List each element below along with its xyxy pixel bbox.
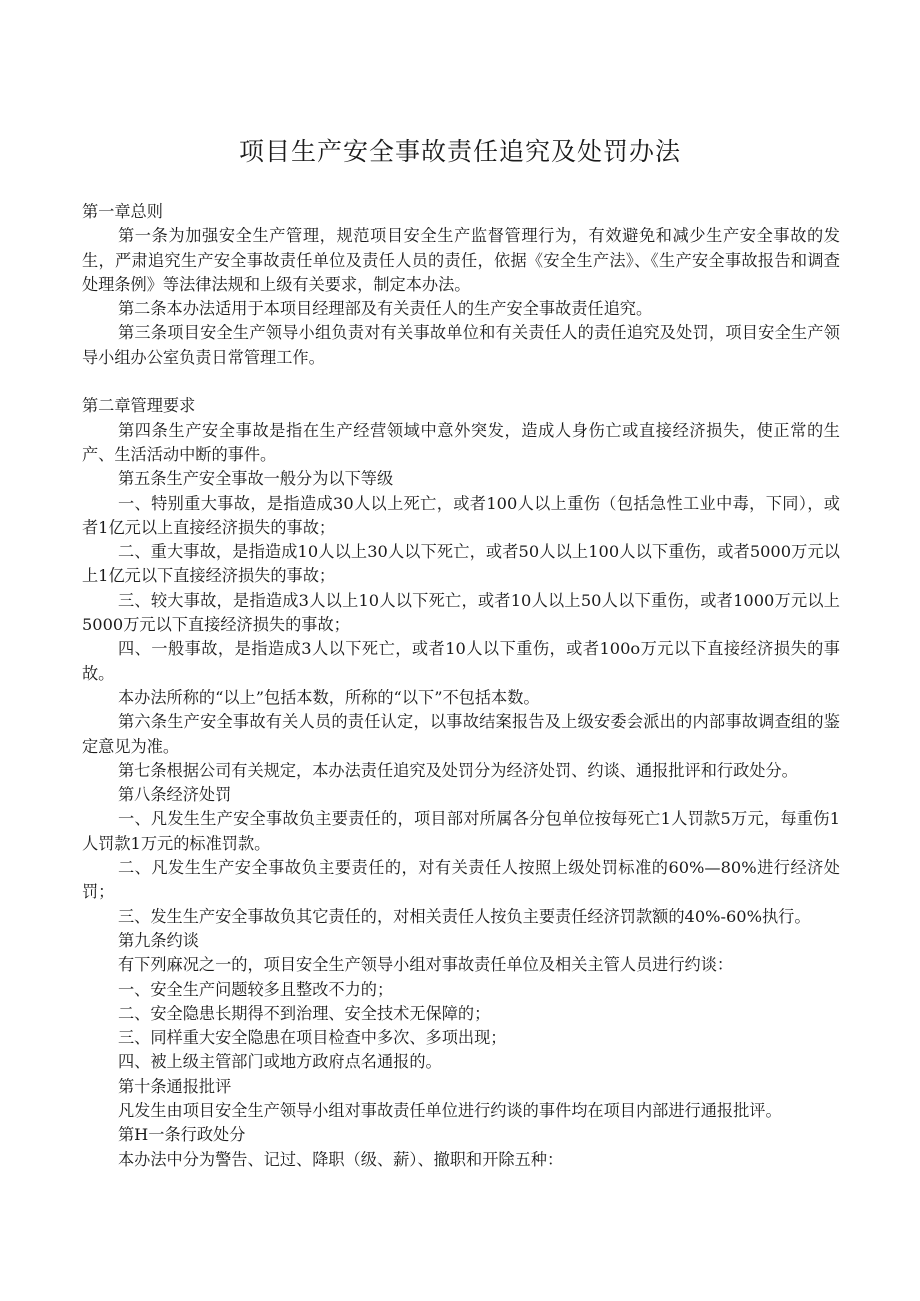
article-9: 第九条约谈 bbox=[118, 930, 199, 950]
chapter-heading-1: 第一章总则 bbox=[82, 202, 163, 221]
article-5-item-3: 三、较大事故，是指造成3人以上10人以下死亡，或者10人以上50人以下重伤，或者1000万元以上5000万元以下直接经济损失的事故； bbox=[82, 590, 840, 635]
article-9-item-2: 二、安全隐患长期得不到治理、安全技术无保障的； bbox=[118, 1003, 491, 1023]
article-2: 第二条本办法适用于本项目经理部及有关责任人的生产安全事故责任追究。 bbox=[118, 299, 653, 319]
document-title: 项目生产安全事故责任追究及处罚办法 bbox=[238, 137, 681, 166]
article-1: 第一条为加强安全生产管理，规范项目安全生产监督管理行为，有效避免和减少生产安全事故的发生，严肃追究生产安全事故责任单位及责任人员的责任，依据《安全生产法》、《生产安全事故报告和调查处理条例》等法律法规和上级有关要求，制定本办法。 bbox=[82, 226, 840, 294]
article-10-text: 凡发生由项目安全生产领导小组对事故责任单位进行约谈的事件均在项目内部进行通报批评。 bbox=[118, 1100, 782, 1120]
article-10: 第十条通报批评 bbox=[118, 1076, 232, 1096]
article-5: 第五条生产安全事故一般分为以下等级 bbox=[118, 469, 394, 489]
article-5-item-4: 四、一般事故，是指造成3人以下死亡，或者10人以下重伤，或者100o万元以下直接经济损失的事故。 bbox=[82, 639, 840, 683]
article-5-note: 本办法所称的“以上”包括本数，所称的“以下”不包括本数。 bbox=[118, 687, 540, 707]
article-6: 第六条生产安全事故有关人员的责任认定，以事故结案报告及上级安委会派出的内部事故调查组的鉴定意见为准。 bbox=[82, 712, 840, 756]
article-9-item-1: 一、安全生产问题较多且整改不力的； bbox=[118, 979, 394, 999]
article-5-item-1: 一、特别重大事故，是指造成30人以上死亡，或者100人以上重伤（包括急性工业中毒，下同），或者1亿元以上直接经济损失的事故； bbox=[82, 493, 840, 537]
article-7: 第七条根据公司有关规定，本办法责任追究及处罚分为经济处罚、约谈、通报批评和行政处分。 bbox=[118, 760, 798, 780]
article-5-item-2: 二、重大事故，是指造成10人以上30人以下死亡，或者50人以上100人以下重伤，或者5000万元以上1亿元以下直接经济损失的事故； bbox=[82, 542, 840, 586]
article-11-text: 本办法中分为警告、记过、降职（级、薪）、撤职和开除五种： bbox=[118, 1149, 564, 1169]
article-9-intro: 有下列麻况之一的，项目安全生产领导小组对事故责任单位及相关主管人员进行约谈： bbox=[118, 955, 734, 975]
article-9-item-4: 四、被上级主管部门或地方政府点名通报的。 bbox=[118, 1052, 442, 1072]
article-8-item-3: 三、发生生产安全事故负其它责任的，对相关责任人按负主要责任经济罚款额的40%-60%执行。 bbox=[118, 906, 811, 926]
article-11: 第H一条行政处分 bbox=[118, 1125, 246, 1145]
blank-line bbox=[82, 370, 840, 394]
document-body bbox=[82, 200, 840, 1172]
article-8-item-1: 一、凡发生生产安全事故负主要责任的，项目部对所属各分包单位按每死亡1人罚款5万元，每重伤1人罚款1万元的标准罚款。 bbox=[82, 809, 840, 853]
article-8-item-2: 二、凡发生生产安全事故负主要责任的，对有关责任人按照上级处罚标准的60%—80%进行经济处罚； bbox=[82, 858, 840, 902]
article-8: 第八条经济处罚 bbox=[118, 785, 232, 805]
article-9-item-3: 三、同样重大安全隐患在项目检查中多次、多项出现； bbox=[118, 1028, 507, 1048]
chapter-heading-2: 第二章管理要求 bbox=[82, 396, 196, 416]
article-3: 第三条项目安全生产领导小组负责对有关事故单位和有关责任人的责任追究及处罚，项目安全生产领导小组办公室负责日常管理工作。 bbox=[82, 323, 840, 367]
article-4: 第四条生产安全事故是指在生产经营领域中意外突发，造成人身伤亡或直接经济损失，使正常的生产、生活活动中断的事件。 bbox=[82, 420, 840, 464]
